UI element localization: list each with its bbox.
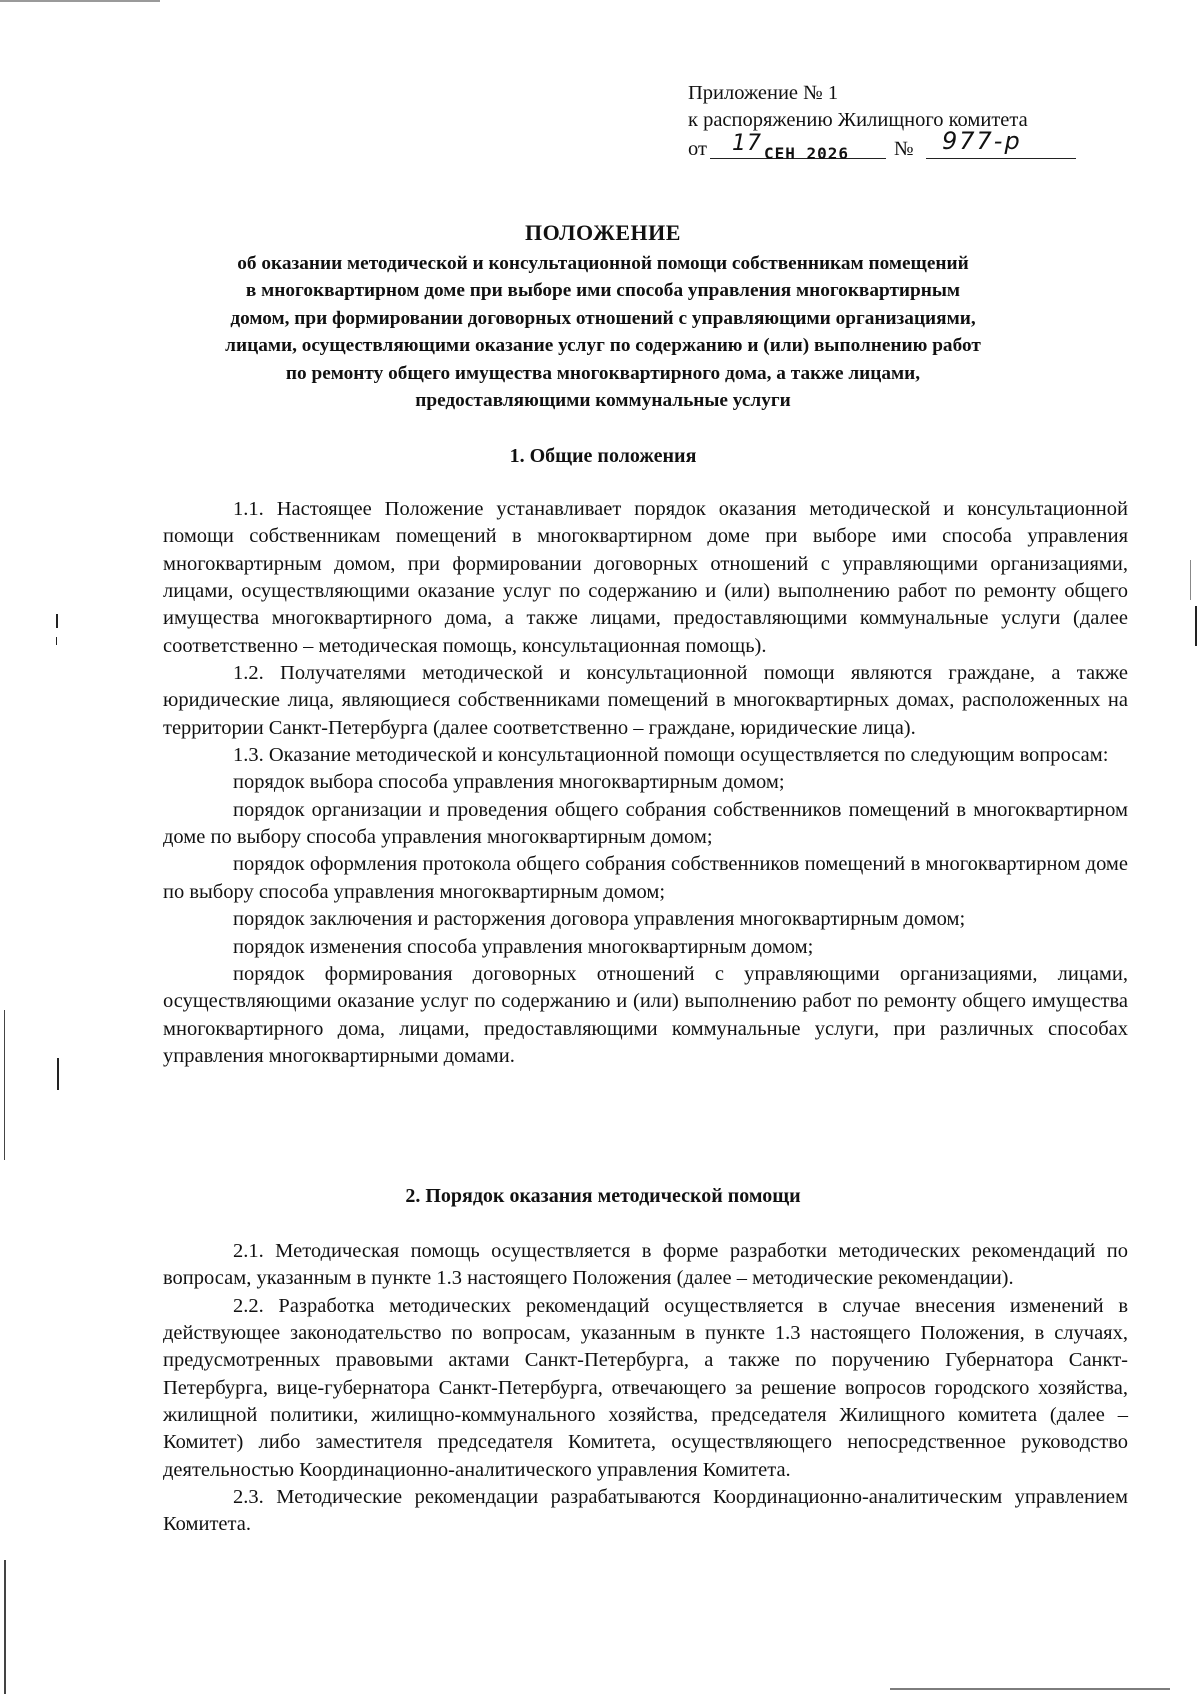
scan-edge-bottom xyxy=(890,1688,1170,1690)
subtitle-line: в многоквартирном доме при выборе ими способа управления многоквартирным xyxy=(245,280,961,302)
appendix-date-row xyxy=(688,127,1028,164)
appendix-order-ref: к распоряжению Жилищного комитета xyxy=(688,109,1028,131)
section-1-body xyxy=(163,496,1128,1070)
paragraph-2-3: 2.3. Методические рекомендации разрабатываются Координационно-аналитическим управлением Комитета. xyxy=(163,1486,1128,1536)
appendix-header xyxy=(688,80,1028,164)
number-label: № xyxy=(894,138,914,160)
list-item: порядок организации и проведения общего собрания собственников помещений в многоквартирном доме по выбору способа управления многоквартирным домом; xyxy=(163,798,1128,849)
margin-mark-left-2 xyxy=(56,637,57,645)
margin-mark-left-5 xyxy=(4,1560,6,1694)
section-2-heading: 2. Порядок оказания методической помощи xyxy=(405,1185,801,1207)
paragraph-1-3: 1.3. Оказание методической и консультационной помощи осуществляется по следующим вопросам: xyxy=(233,744,1109,767)
subtitle-line: лицами, осуществляющими оказание услуг по содержанию и (или) выполнению работ xyxy=(225,335,981,357)
document-subtitle xyxy=(150,250,1056,414)
list-item: порядок изменения способа управления многоквартирным домом; xyxy=(233,935,814,958)
paragraph-1-2: 1.2. Получателями методической и консультационной помощи являются граждане, а также юридические лица, являющиеся собственниками помещений в многоквартирных домах, расположенных на территории Санкт-Петербурга (далее соответственно – граждане, юридические лица). xyxy=(163,662,1128,739)
section-2-body xyxy=(163,1238,1128,1539)
margin-mark-right-2 xyxy=(1190,560,1191,600)
section-1-heading: 1. Общие положения xyxy=(509,445,697,467)
margin-mark-left-3 xyxy=(57,1058,59,1090)
scan-edge-top xyxy=(0,0,160,2)
appendix-number: Приложение № 1 xyxy=(688,82,839,104)
document-title: ПОЛОЖЕНИЕ xyxy=(525,220,681,245)
subtitle-line: по ремонту общего имущества многоквартирного дома, а также лицами, xyxy=(285,362,921,384)
number-underline xyxy=(926,158,1076,159)
margin-mark-left-4 xyxy=(4,1010,5,1160)
list-item: порядок оформления протокола общего собрания собственников помещений в многоквартирном доме по выбору способа управления многоквартирным домом; xyxy=(163,853,1128,903)
subtitle-line: домом, при формировании договорных отношений с управляющими организациями, xyxy=(230,307,976,329)
from-label: от xyxy=(688,138,707,160)
list-item: порядок заключения и расторжения договора управления многоквартирным домом; xyxy=(233,908,966,931)
date-stamp: СЕН 2026 xyxy=(764,144,850,163)
margin-mark-left-1 xyxy=(56,614,58,628)
margin-mark-right-1 xyxy=(1195,606,1197,646)
handwritten-number: 977-р xyxy=(942,127,1022,155)
paragraph-1-1: 1.1. Настоящее Положение устанавливает порядок оказания методической и консультационной помощи собственникам помещений в многоквартирном доме при выборе ими способа управления многоквартирным домом, при формировании договорных отношений с управляющими организациями, лицами, осуществляющими оказание услуг по содержанию и (или) выполнению работ по ремонту общего имущества многоквартирного дома, а также лицами, предоставляющими коммунальные услуги (далее соответственно – методическая помощь, консультационная помощь). xyxy=(163,498,1128,657)
title-block xyxy=(150,218,1056,414)
paragraph-2-1: 2.1. Методическая помощь осуществляется в форме разработки методических рекомендаций по вопросам, указанным в пункте 1.3 настоящего Положения (далее – методические рекомендации). xyxy=(163,1240,1128,1290)
list-item: порядок формирования договорных отношений с управляющими организациями, лицами, осуществляющими оказание услуг по содержанию и (или) выполнению работ по ремонту общего имущества многоквартирного дома, лицами, предоставляющими коммунальные услуги, при различных способах управления многоквартирными домами. xyxy=(163,962,1128,1067)
subtitle-line: об оказании методической и консультационной помощи собственникам помещений xyxy=(237,253,969,274)
list-item: порядок выбора способа управления многоквартирным домом; xyxy=(233,771,785,794)
subtitle-line: предоставляющими коммунальные услуги xyxy=(415,390,791,412)
paragraph-2-2: 2.2. Разработка методических рекомендаций осуществляется в случае внесения изменений в действующее законодательство по вопросам, указанным в пункте 1.3 настоящего Положения, в случаях, предусмотренных правовыми актами Санкт-Петербурга, а также по поручению Губернатора Санкт-Петербурга, вице-губернатора Санкт-Петербурга, отвечающего за решение вопросов городского хозяйства, жилищной политики, жилищно-коммунального хозяйства, председателя Жилищного комитета (далее – Комитет) либо заместителя председателя Комитета, осуществляющего непосредственное руководство деятельностью Координационно-аналитического управления Комитета. xyxy=(163,1294,1128,1481)
handwritten-day: 17 xyxy=(732,131,762,156)
